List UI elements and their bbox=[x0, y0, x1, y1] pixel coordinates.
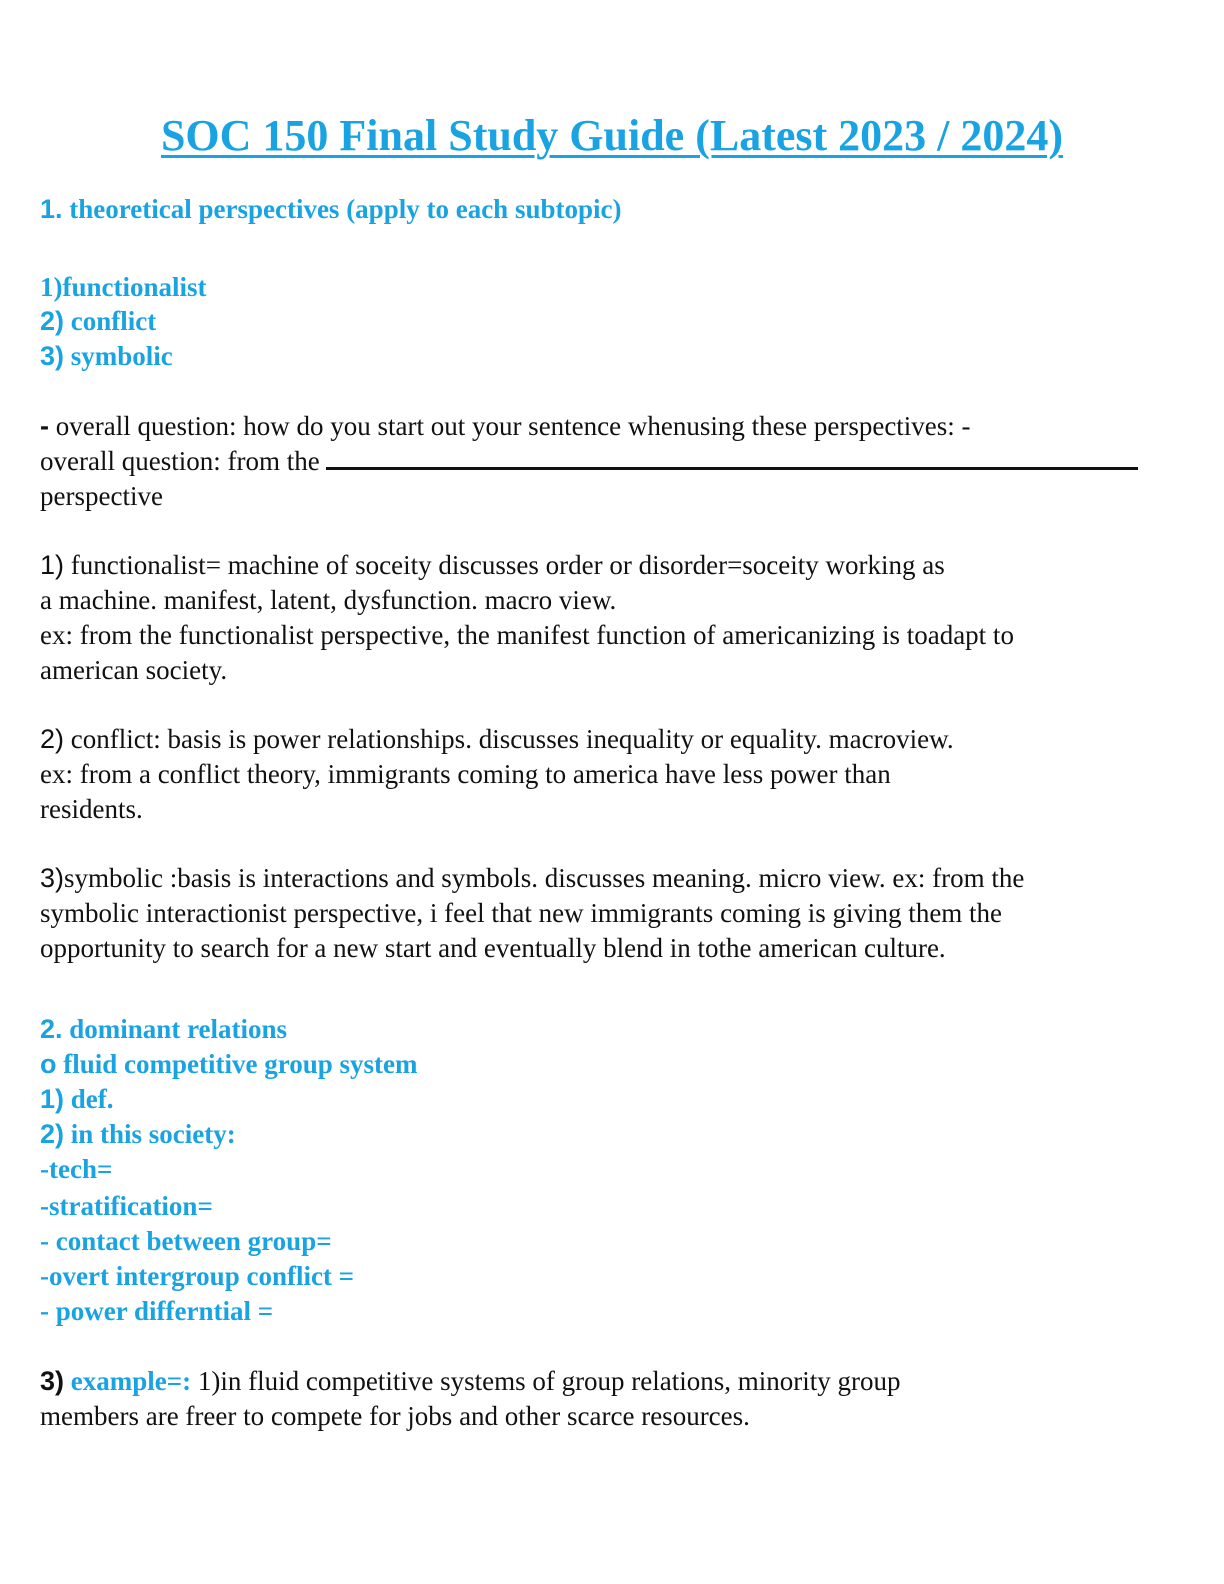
conflict-paragraph-line: 2) conflict: basis is power relationships. discusses inequality or equality. macroview. bbox=[40, 724, 954, 754]
section-2-dash-item: -stratification= bbox=[40, 1191, 213, 1221]
overall-question-line: perspective bbox=[40, 481, 163, 511]
conflict-paragraph-line: ex: from a conflict theory, immigrants coming to america have less power than bbox=[40, 759, 891, 789]
example-line: 3) example=: 1)in fluid competitive systems of group relations, minority group bbox=[40, 1366, 901, 1396]
overall-question-line: overall question: from the bbox=[40, 444, 1138, 478]
section-2-heading: 2. dominant relations bbox=[40, 1014, 288, 1044]
symbolic-paragraph-line: opportunity to search for a new start and eventually blend in tothe american culture. bbox=[40, 933, 946, 963]
functionalist-paragraph-line: american society. bbox=[40, 655, 228, 685]
overall-question-line: - overall question: how do you start out your sentence whenusing these perspectives: - bbox=[40, 411, 971, 441]
symbolic-paragraph-line: symbolic interactionist perspective, i feel that new immigrants coming is giving them the bbox=[40, 898, 1003, 928]
functionalist-paragraph-line: 1) functionalist= machine of soceity discusses order or disorder=soceity working as bbox=[40, 550, 945, 580]
conflict-paragraph-line: residents. bbox=[40, 794, 143, 824]
section-2-dash-item: -overt intergroup conflict = bbox=[40, 1261, 355, 1291]
symbolic-paragraph-line: 3)symbolic :basis is interactions and symbols. discusses meaning. micro view. ex: from the bbox=[40, 863, 1025, 893]
functionalist-paragraph-line: a machine. manifest, latent, dysfunction. macro view. bbox=[40, 585, 617, 615]
section-2-subheading: o fluid competitive group system bbox=[40, 1049, 418, 1079]
section-2-list-item: 2) in this society: bbox=[40, 1119, 236, 1149]
perspective-list-item: 3) symbolic bbox=[40, 341, 173, 371]
section-2-list-item: 1) def. bbox=[40, 1084, 114, 1114]
section-2-dash-item: - power differntial = bbox=[40, 1296, 274, 1326]
section-1-heading: 1. theoretical perspectives (apply to each subtopic) bbox=[40, 194, 622, 224]
document-title: SOC 150 Final Study Guide (Latest 2023 / 2024) bbox=[160, 111, 1064, 160]
section-2-dash-item: -tech= bbox=[40, 1154, 113, 1184]
section-2-dash-item: - contact between group= bbox=[40, 1226, 332, 1256]
perspective-list-item: 2) conflict bbox=[40, 306, 157, 336]
perspective-list-item: 1)functionalist bbox=[40, 272, 207, 302]
blank-fill-line bbox=[326, 449, 1138, 470]
example-line: members are freer to compete for jobs and other scarce resources. bbox=[40, 1401, 750, 1431]
functionalist-paragraph-line: ex: from the functionalist perspective, the manifest function of americanizing is toadapt to bbox=[40, 620, 1014, 650]
